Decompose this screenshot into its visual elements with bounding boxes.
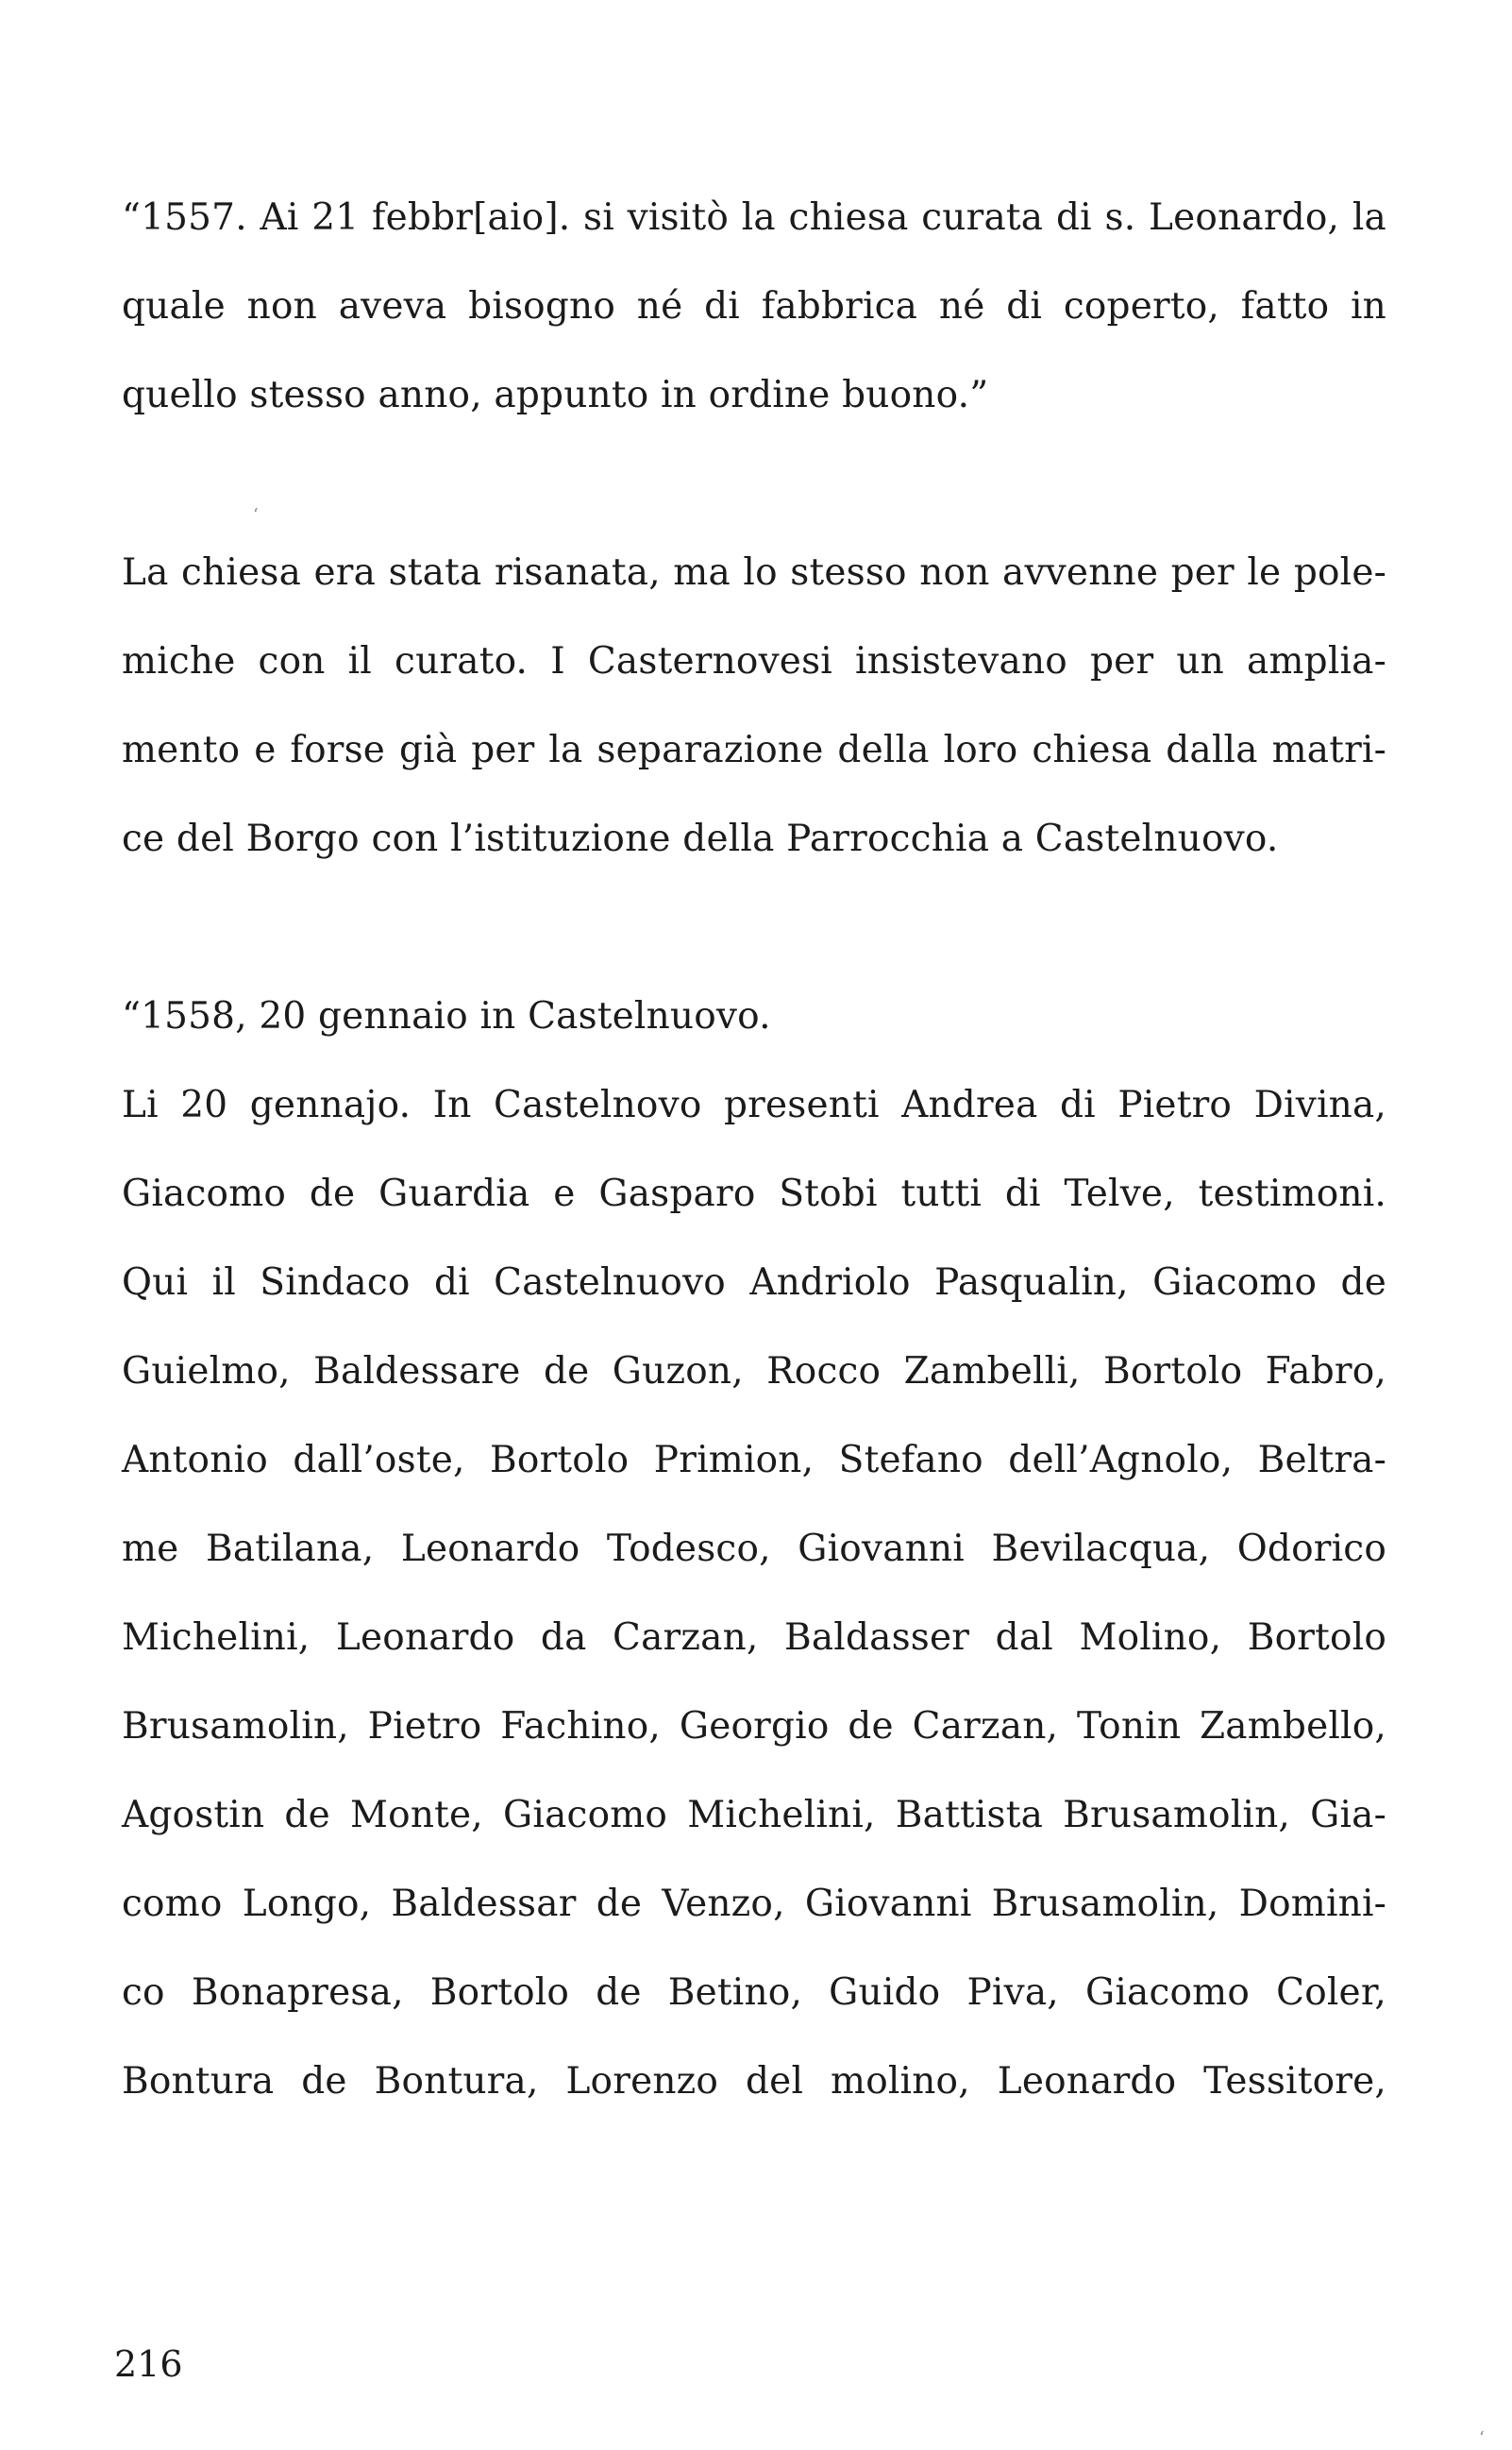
- text-line: ce del Borgo con l’istituzione della Parrocchia a Castelnuovo.: [122, 818, 1279, 860]
- text-line: Guielmo, Baldessare de Guzon, Rocco Zambelli, Bortolo Fabro,: [122, 1350, 1386, 1393]
- text-line: quello stesso anno, appunto in ordine buono.”: [122, 374, 989, 416]
- text-line: co Bonapresa, Bortolo de Betino, Guido Piva, Giacomo Coler,: [122, 1971, 1386, 2014]
- text-line: Li 20 gennajo. In Castelnovo presenti Andrea di Pietro Divina,: [122, 1084, 1386, 1126]
- text-line: “1557. Ai 21 febbr[aio]. si visitò la chiesa curata di s. Leonardo, la: [122, 196, 1386, 239]
- text-line: Michelini, Leonardo da Carzan, Baldasser dal Molino, Bortolo: [122, 1616, 1386, 1659]
- text-line: Bontura de Bontura, Lorenzo del molino, Leonardo Tessitore,: [122, 2060, 1386, 2103]
- scan-speck-icon: ‘: [253, 505, 259, 525]
- text-line: La chiesa era stata risanata, ma lo stesso non avvenne per le pole-: [122, 551, 1386, 594]
- text-line: como Longo, Baldessar de Venzo, Giovanni Brusamolin, Domini-: [122, 1883, 1386, 1925]
- scan-speck-icon: ‘: [1479, 2428, 1485, 2448]
- text-line: me Batilana, Leonardo Todesco, Giovanni Bevilacqua, Odorico: [122, 1528, 1386, 1570]
- text-line: quale non aveva bisogno né di fabbrica né di coperto, fatto in: [122, 285, 1386, 328]
- text-line: mento e forse già per la separazione della loro chiesa dalla matri-: [122, 729, 1386, 771]
- text-line: miche con il curato. I Casternovesi insistevano per un amplia-: [122, 640, 1386, 683]
- text-line: Giacomo de Guardia e Gasparo Stobi tutti di Telve, testimoni.: [122, 1173, 1386, 1215]
- text-line: “1558, 20 gennaio in Castelnuovo.: [122, 995, 771, 1038]
- text-line: Brusamolin, Pietro Fachino, Georgio de Carzan, Tonin Zambello,: [122, 1705, 1386, 1748]
- text-line: Antonio dall’oste, Bortolo Primion, Stefano dell’Agnolo, Beltra-: [122, 1439, 1386, 1481]
- text-line: Qui il Sindaco di Castelnuovo Andriolo Pasqualin, Giacomo de: [122, 1261, 1386, 1304]
- text-line: Agostin de Monte, Giacomo Michelini, Battista Brusamolin, Gia-: [122, 1794, 1386, 1836]
- page-number: 216: [114, 2343, 183, 2385]
